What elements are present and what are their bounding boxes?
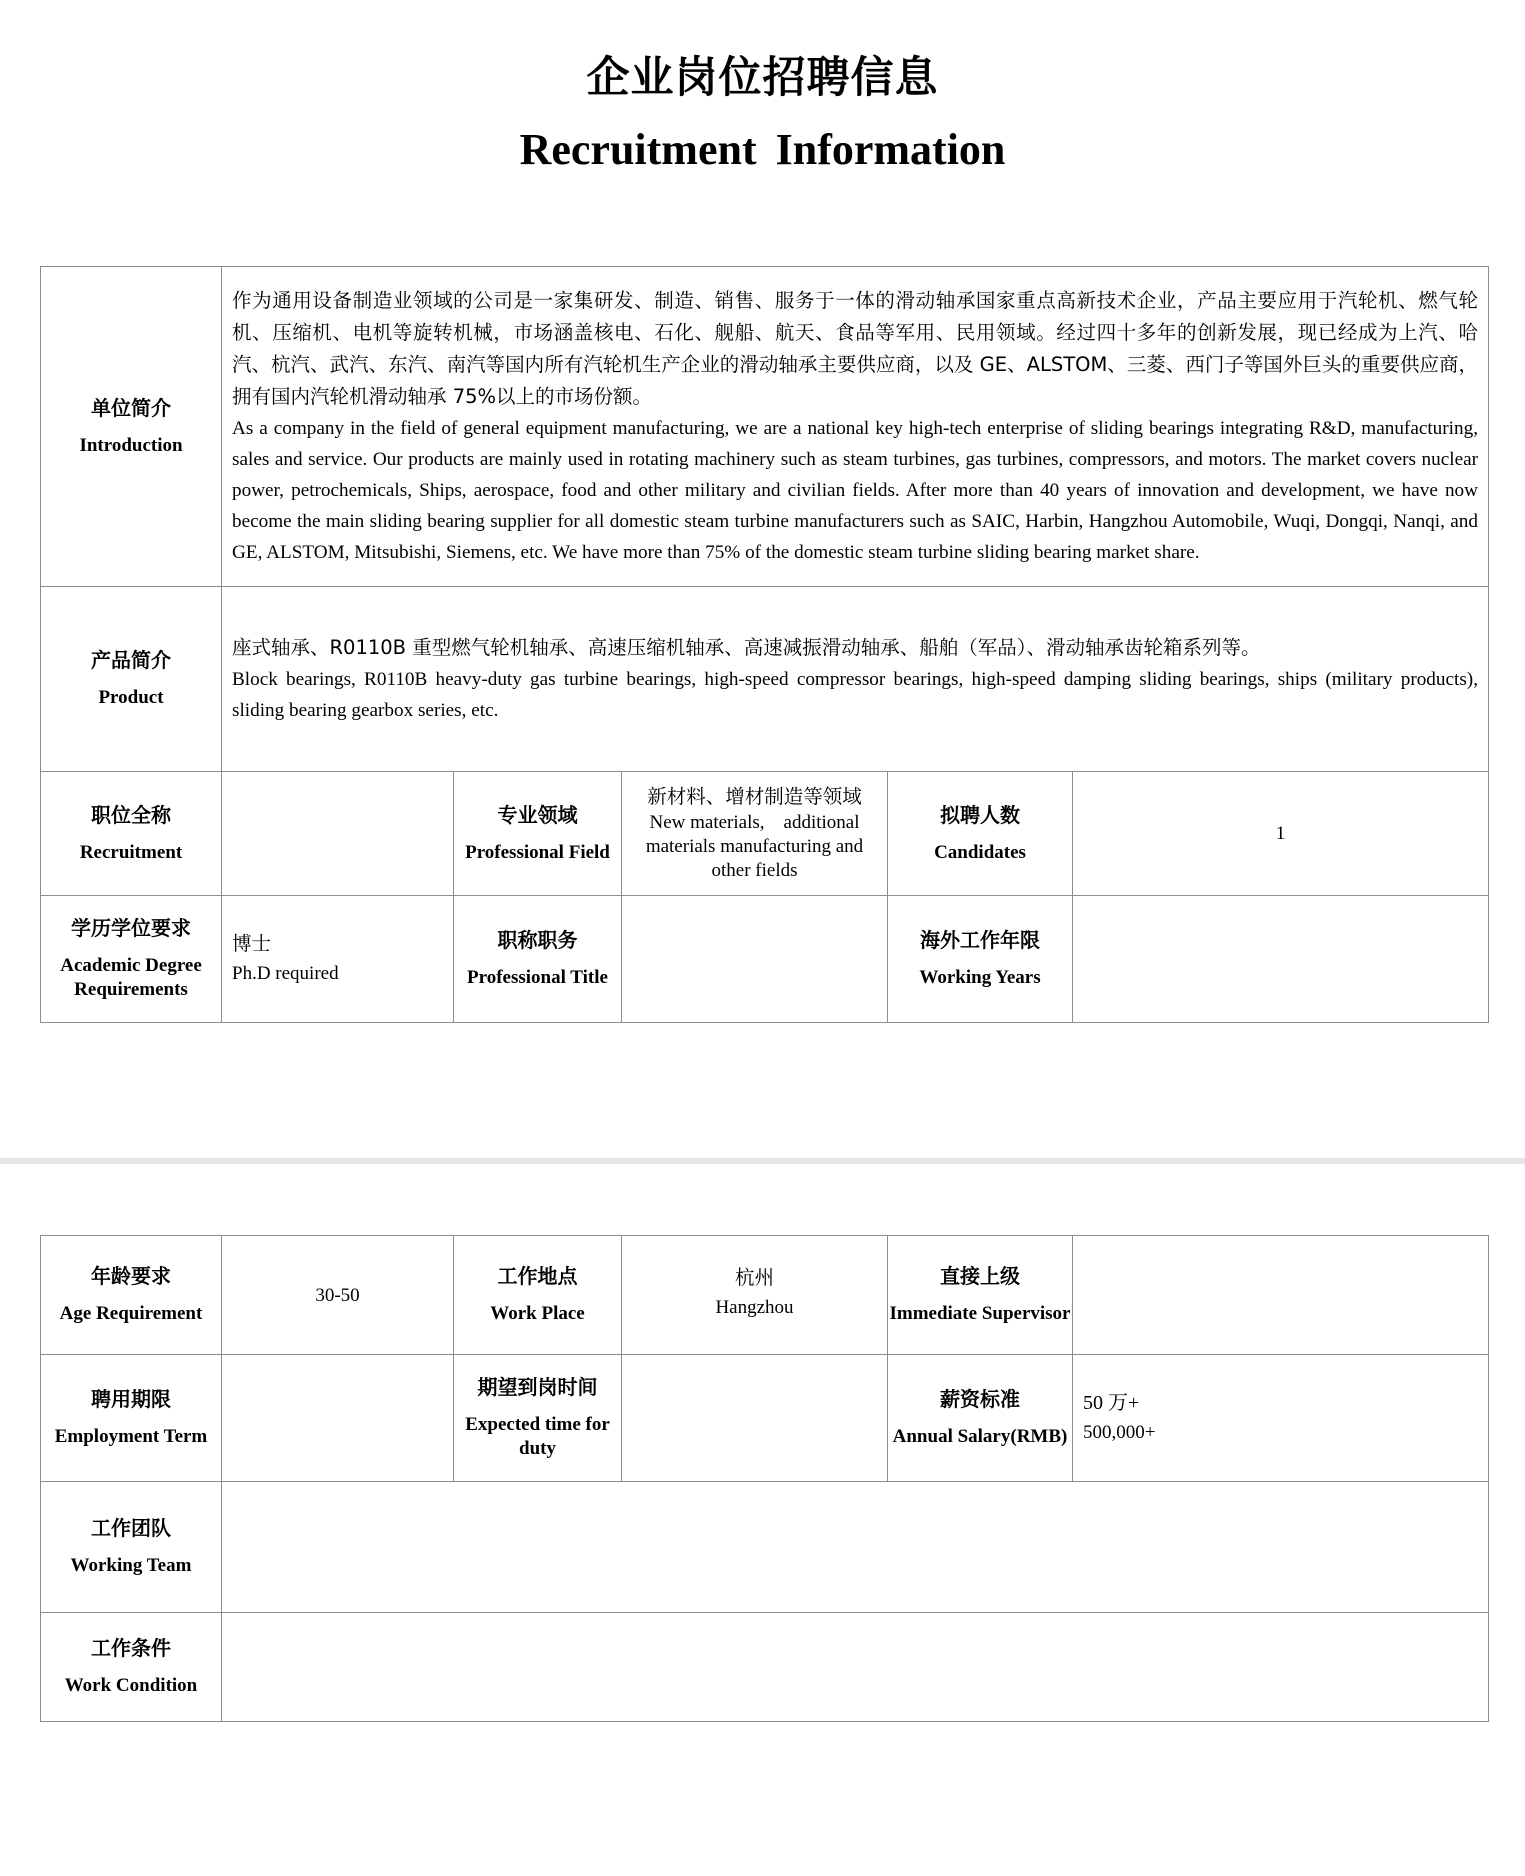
- expected-time-label: [454, 1355, 622, 1482]
- expected-time-label-en: Expected time for duty: [465, 1414, 610, 1459]
- introduction-text-en: As a company in the field of general equipment manufacturing, we are a national key high-tech enterprise of sliding bearings integrating R&D, manufacturing, sales and service. Our products are mainly used in rotating machinery such as steam turbines, gas turbines, compressors, and motors. The market covers nuclear power, petrochemicals, Ships, aerospace, food and other military and civilian fields. After more than 40 years of innovation and development, we have now become the main sliding bearing supplier for all domestic steam turbine manufacturers such as SAIC, Harbin, Hangzhou Automobile, Wuqi, Dongqi, Nanqi, and GE, ALSTOM, Mitsubishi, Siemens, etc. We have more than 75% of the domestic steam turbine sliding bearing market share.: [232, 418, 1478, 563]
- working-team-value: [222, 1482, 1489, 1613]
- recruitment-row: [41, 772, 1489, 896]
- academic-degree-value-en: Ph.D required: [232, 963, 339, 984]
- recruitment-value: [222, 772, 454, 896]
- professional-field-label-en: Professional Field: [465, 841, 610, 863]
- introduction-text: [222, 267, 1489, 587]
- salary-value-zh: 50 万+: [1083, 1392, 1140, 1414]
- professional-field-label-zh: 专业领域: [497, 802, 578, 827]
- work-condition-label-zh: 工作条件: [91, 1636, 171, 1660]
- candidates-label: [888, 772, 1073, 896]
- working-years-label-zh: 海外工作年限: [920, 928, 1040, 952]
- age-row: [41, 1236, 1489, 1355]
- recruitment-label-zh: 职位全称: [91, 802, 171, 827]
- employment-term-label: [41, 1355, 222, 1482]
- page-title-zh: 企业岗位招聘信息: [586, 53, 939, 103]
- work-place-value: [622, 1236, 888, 1355]
- supervisor-label: [888, 1236, 1073, 1355]
- academic-degree-label: [41, 896, 222, 1023]
- working-years-label-en: Working Years: [919, 967, 1041, 988]
- work-condition-row: [41, 1613, 1489, 1722]
- academic-row: [41, 896, 1489, 1023]
- product-text-en: Block bearings, R0110B heavy-duty gas turbine bearings, high-speed compressor bearings, high-speed damping sliding bearings, ships (military products), sliding bearing gearbox series, etc.: [232, 669, 1478, 721]
- product-label-en: Product: [98, 687, 164, 708]
- salary-value: [1073, 1355, 1489, 1482]
- employment-row: [41, 1355, 1489, 1482]
- candidates-label-zh: 拟聘人数: [940, 802, 1020, 827]
- job-info-table: [40, 266, 1489, 1023]
- salary-label-zh: 薪资标准: [940, 1387, 1020, 1411]
- employment-term-value: [222, 1355, 454, 1482]
- salary-label: [888, 1355, 1073, 1482]
- working-years-label: [888, 896, 1073, 1023]
- candidates-label-en: Candidates: [934, 841, 1026, 863]
- working-team-label: [41, 1482, 222, 1613]
- salary-value-en: 500,000+: [1083, 1422, 1156, 1443]
- introduction-row: [41, 267, 1489, 587]
- page-title-en: Recruitment Information: [519, 125, 1006, 174]
- age-label-en: Age Requirement: [59, 1303, 203, 1324]
- product-text-zh: 座式轴承、R0110B 重型燃气轮机轴承、高速压缩机轴承、高速减振滑动轴承、船舶（军品）、滑动轴承齿轮箱系列等。: [232, 636, 1261, 659]
- working-team-label-en: Working Team: [70, 1555, 192, 1576]
- professional-title-value: [622, 896, 888, 1023]
- professional-title-label: [454, 896, 622, 1023]
- academic-degree-value-zh: 博士: [232, 932, 272, 955]
- working-team-label-zh: 工作团队: [91, 1516, 171, 1540]
- salary-label-en: Annual Salary(RMB): [892, 1426, 1068, 1447]
- working-team-row: [41, 1482, 1489, 1613]
- introduction-label: [41, 267, 222, 587]
- age-label: [41, 1236, 222, 1355]
- work-place-value-en: Hangzhou: [715, 1297, 794, 1318]
- professional-field-value-zh: 新材料、增材制造等领域: [647, 784, 862, 808]
- working-years-value: [1073, 896, 1489, 1023]
- supervisor-label-zh: 直接上级: [940, 1264, 1020, 1288]
- work-place-label-zh: 工作地点: [497, 1264, 578, 1288]
- product-text: [222, 587, 1489, 772]
- professional-field-value: [622, 772, 888, 896]
- professional-title-label-en: Professional Title: [467, 967, 608, 988]
- employment-term-label-en: Employment Term: [54, 1426, 208, 1447]
- work-condition-label-en: Work Condition: [64, 1675, 198, 1696]
- product-row: [41, 587, 1489, 772]
- age-value: 30-50: [222, 1236, 454, 1355]
- academic-degree-label-en: Academic Degree Requirements: [60, 955, 202, 1000]
- introduction-label-zh: 单位简介: [91, 395, 171, 420]
- academic-degree-value: [222, 896, 454, 1023]
- professional-title-label-zh: 职称职务: [497, 928, 578, 952]
- academic-degree-label-zh: 学历学位要求: [71, 916, 191, 940]
- work-place-value-zh: 杭州: [734, 1266, 774, 1289]
- work-place-label-en: Work Place: [490, 1303, 585, 1324]
- introduction-label-en: Introduction: [79, 434, 183, 456]
- employment-term-label-zh: 聘用期限: [91, 1387, 171, 1411]
- work-condition-value: [222, 1613, 1489, 1722]
- work-condition-label: [41, 1613, 222, 1722]
- professional-field-value-en: New materials, additional materials manufacturing and other fields: [645, 811, 864, 881]
- product-label: [41, 587, 222, 772]
- introduction-text-zh: 作为通用设备制造业领域的公司是一家集研发、制造、销售、服务于一体的滑动轴承国家重点高新技术企业，产品主要应用于汽轮机、燃气轮机、压缩机、电机等旋转机械，市场涵盖核电、石化、舰船、航天、食品等军用、民用领域。经过四十多年的创新发展，现已经成为上汽、哈汽、杭汽、武汽、东汽、南汽等国内所有汽轮机生产企业的滑动轴承主要供应商，以及 GE、ALSTOM、三菱、西门子等国外巨头的重要供应商，拥有国内汽轮机滑动轴承 75%以上的市场份额。: [232, 289, 1478, 408]
- job-conditions-table: [40, 1235, 1489, 1722]
- expected-time-value: [622, 1355, 888, 1482]
- recruitment-label-en: Recruitment: [79, 841, 183, 863]
- product-label-zh: 产品简介: [91, 648, 171, 672]
- supervisor-label-en: Immediate Supervisor: [889, 1303, 1071, 1324]
- candidates-value: 1: [1073, 772, 1489, 896]
- work-place-label: [454, 1236, 622, 1355]
- age-label-zh: 年龄要求: [91, 1264, 171, 1288]
- expected-time-label-zh: 期望到岗时间: [477, 1375, 598, 1399]
- page-divider: [0, 1158, 1525, 1164]
- supervisor-value: [1073, 1236, 1489, 1355]
- professional-field-label: [454, 772, 622, 896]
- recruitment-label: [41, 772, 222, 896]
